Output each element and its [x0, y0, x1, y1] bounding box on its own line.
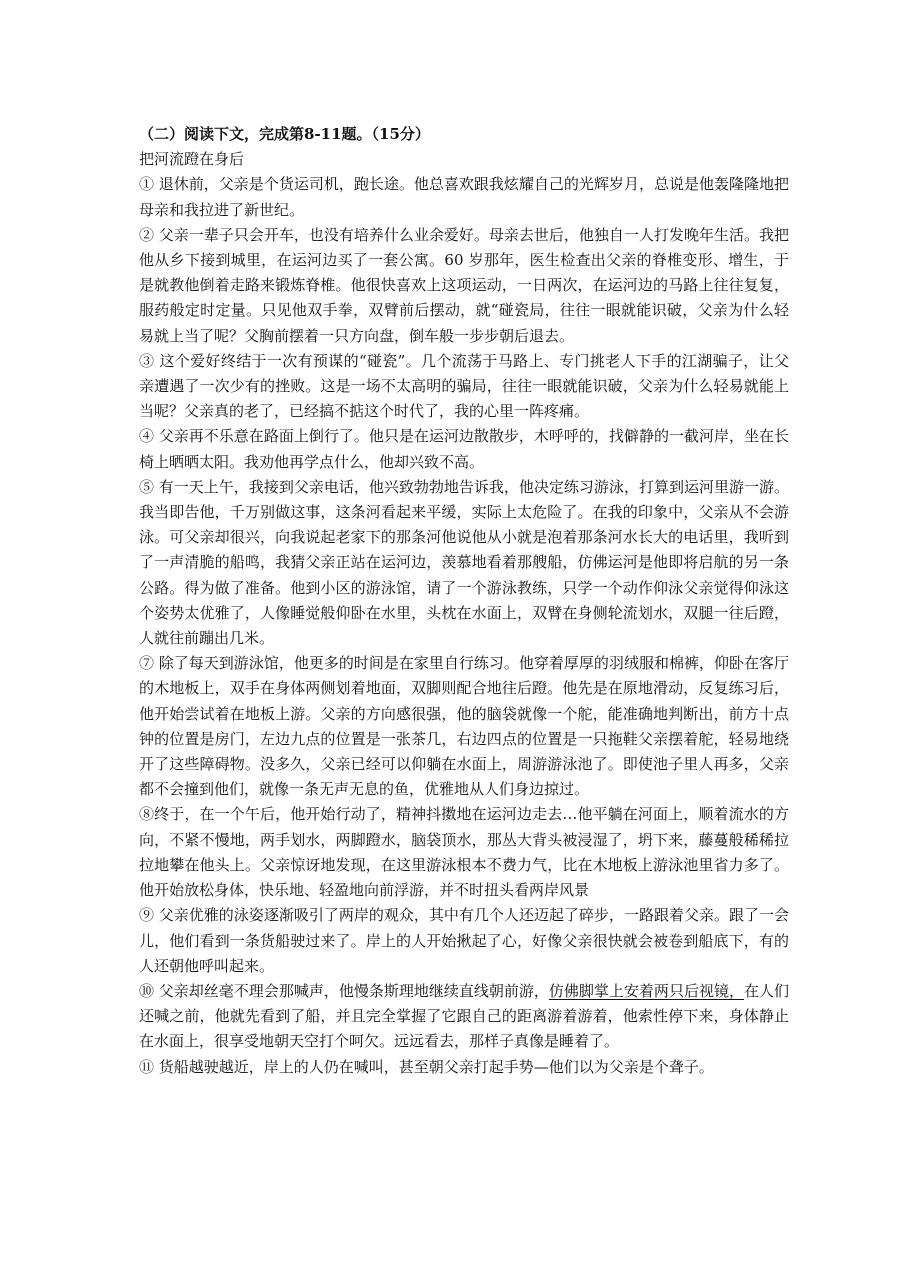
paragraph-7: ⑦ 除了每天到游泳馆，他更多的时间是在家里自行练习。他穿着厚厚的羽绒服和棉裤，仰卧在客厅的木地板上，双手在身体两侧划着地面，双脚则配合地往后蹬。他先是在原地滑动，反复练习后，他开始尝试着在地板上游。父亲的方向感很强，他的脑袋就像一个舵，能准确地判断出，前方十点钟的位置是房门，左边九点的位置是一张茶几，右边四点的位置是一只拖鞋父亲摆着舵，轻易地绕开了这些障碍物。没多久，父亲已经可以仰躺在水面上，周游游泳池了。即使池子里人再多，父亲都不会撞到他们，就像一条无声无息的鱼，优雅地从人们身边掠过。: [139, 654, 789, 799]
underlined-sentence: 仿佛脚掌上安着两只后视镜，: [548, 981, 744, 1000]
article: [139, 122, 789, 1080]
paragraph-11: ⑪ 货船越驶越近，岸上的人仍在喊叫，甚至朝父亲打起手势—他们以为父亲是个聋子。: [139, 1057, 714, 1076]
paragraph-4: ④ 父亲再不乐意在路面上倒行了。他只是在运河边散散步，木呼呼的，找僻静的一截河岸，坐在长椅上晒晒太阳。我劝他再学点什么，他却兴致不高。: [139, 427, 789, 471]
paragraph-10: [139, 979, 789, 1055]
paragraph-10-lead: ⑩ 父亲却丝毫不理会那喊声，他慢条斯理地继续直线朝前游，: [139, 981, 549, 1000]
paragraph-1: ① 退休前，父亲是个货运司机，跑长途。他总喜欢跟我炫耀自己的光辉岁月，总说是他轰隆隆地把母亲和我拉进了新世纪。: [139, 175, 789, 219]
article-title: 把河流蹬在身后: [139, 150, 245, 169]
paragraph-2: ② 父亲一辈子只会开车，也没有培养什么业余爱好。母亲去世后，他独自一人打发晚年生活。我把他从乡下接到城里，在运河边买了一套公寓。60 岁那年，医生检查出父亲的脊椎变形、增生，于是就教他倒着走路来锻炼脊椎。他很快喜欢上这项运动，一日两次，在运河边的马路上往往复复，服药般定时定量。只见他双手拳，双臂前后摆动，就“碰瓷局，往往一眼就能识破，父亲为什么轻易就上当了呢？父胸前摆着一只方向盘，倒车般一步步朝后退去。: [139, 225, 789, 345]
paragraph-9: ⑨ 父亲优雅的泳姿逐渐吸引了两岸的观众，其中有几个人还迈起了碎步，一路跟着父亲。跟了一会儿，他们看到一条货船驶过来了。岸上的人开始揪起了心，好像父亲很快就会被卷到船底下，有的人还朝他呼叫起来。: [139, 906, 789, 975]
paragraph-8: ⑧终于，在一个午后，他开始行动了，精神抖擞地在运河边走去…他平躺在河面上，顺着流水的方向，不紧不慢地，两手划水，两脚蹬水，脑袋顶水，那丛大背头被浸湿了，坍下来，藤蔓般稀稀拉拉地攀在他头上。父亲惊讶地发现，在这里游泳根本不费力气，比在木地板上游泳池里省力多了。他开始放松身体，快乐地、轻盈地向前浮游，并不时扭头看两岸风景: [139, 805, 789, 900]
paragraph-5: ⑤ 有一天上午，我接到父亲电话，他兴致勃勃地告诉我，他决定练习游泳，打算到运河里游一游。我当即告他，千万别做这事，这条河看起来平缓，实际上太危险了。在我的印象中，父亲从不会游泳。可父亲却很兴，向我说起老家下的那条河他说他从小就是泡着那条河水长大的电话里，我听到了一声清脆的船鸣，我猜父亲正站在运河边，羡慕地看着那艘船，仿佛运河是他即将启航的另一条公路。得为做了准备。他到小区的游泳馆，请了一个游泳教练，只学一个动作仰泳父亲觉得仰泳这个姿势太优雅了，人像睡觉般仰卧在水里，头枕在水面上，双臂在身侧轮流划水，双腿一往后蹬，人就往前蹦出几米。: [139, 477, 789, 648]
paragraph-3: ③ 这个爱好终结于一次有预谋的“碰瓷”。几个流荡于马路上、专门挑老人下手的江湖骗子，让父亲遭遇了一次少有的挫败。这是一场不太高明的骗局，往往一眼就能识破，父亲为什么轻易就能上当呢？父亲真的老了，已经搞不掂这个时代了，我的心里一阵疼痛。: [139, 351, 789, 421]
section-heading: （二）阅读下文，完成第8-11题。（15分）: [139, 125, 430, 143]
paragraph-10-tail: 在人们还喊之前，他就先看到了船，并且完全掌握了它跟自己的距离游着游着，他索性停下来，身体静止在水面上，很享受地朝天空打个呵欠。远远看去，那样子真像是睡着了。: [139, 981, 789, 1051]
